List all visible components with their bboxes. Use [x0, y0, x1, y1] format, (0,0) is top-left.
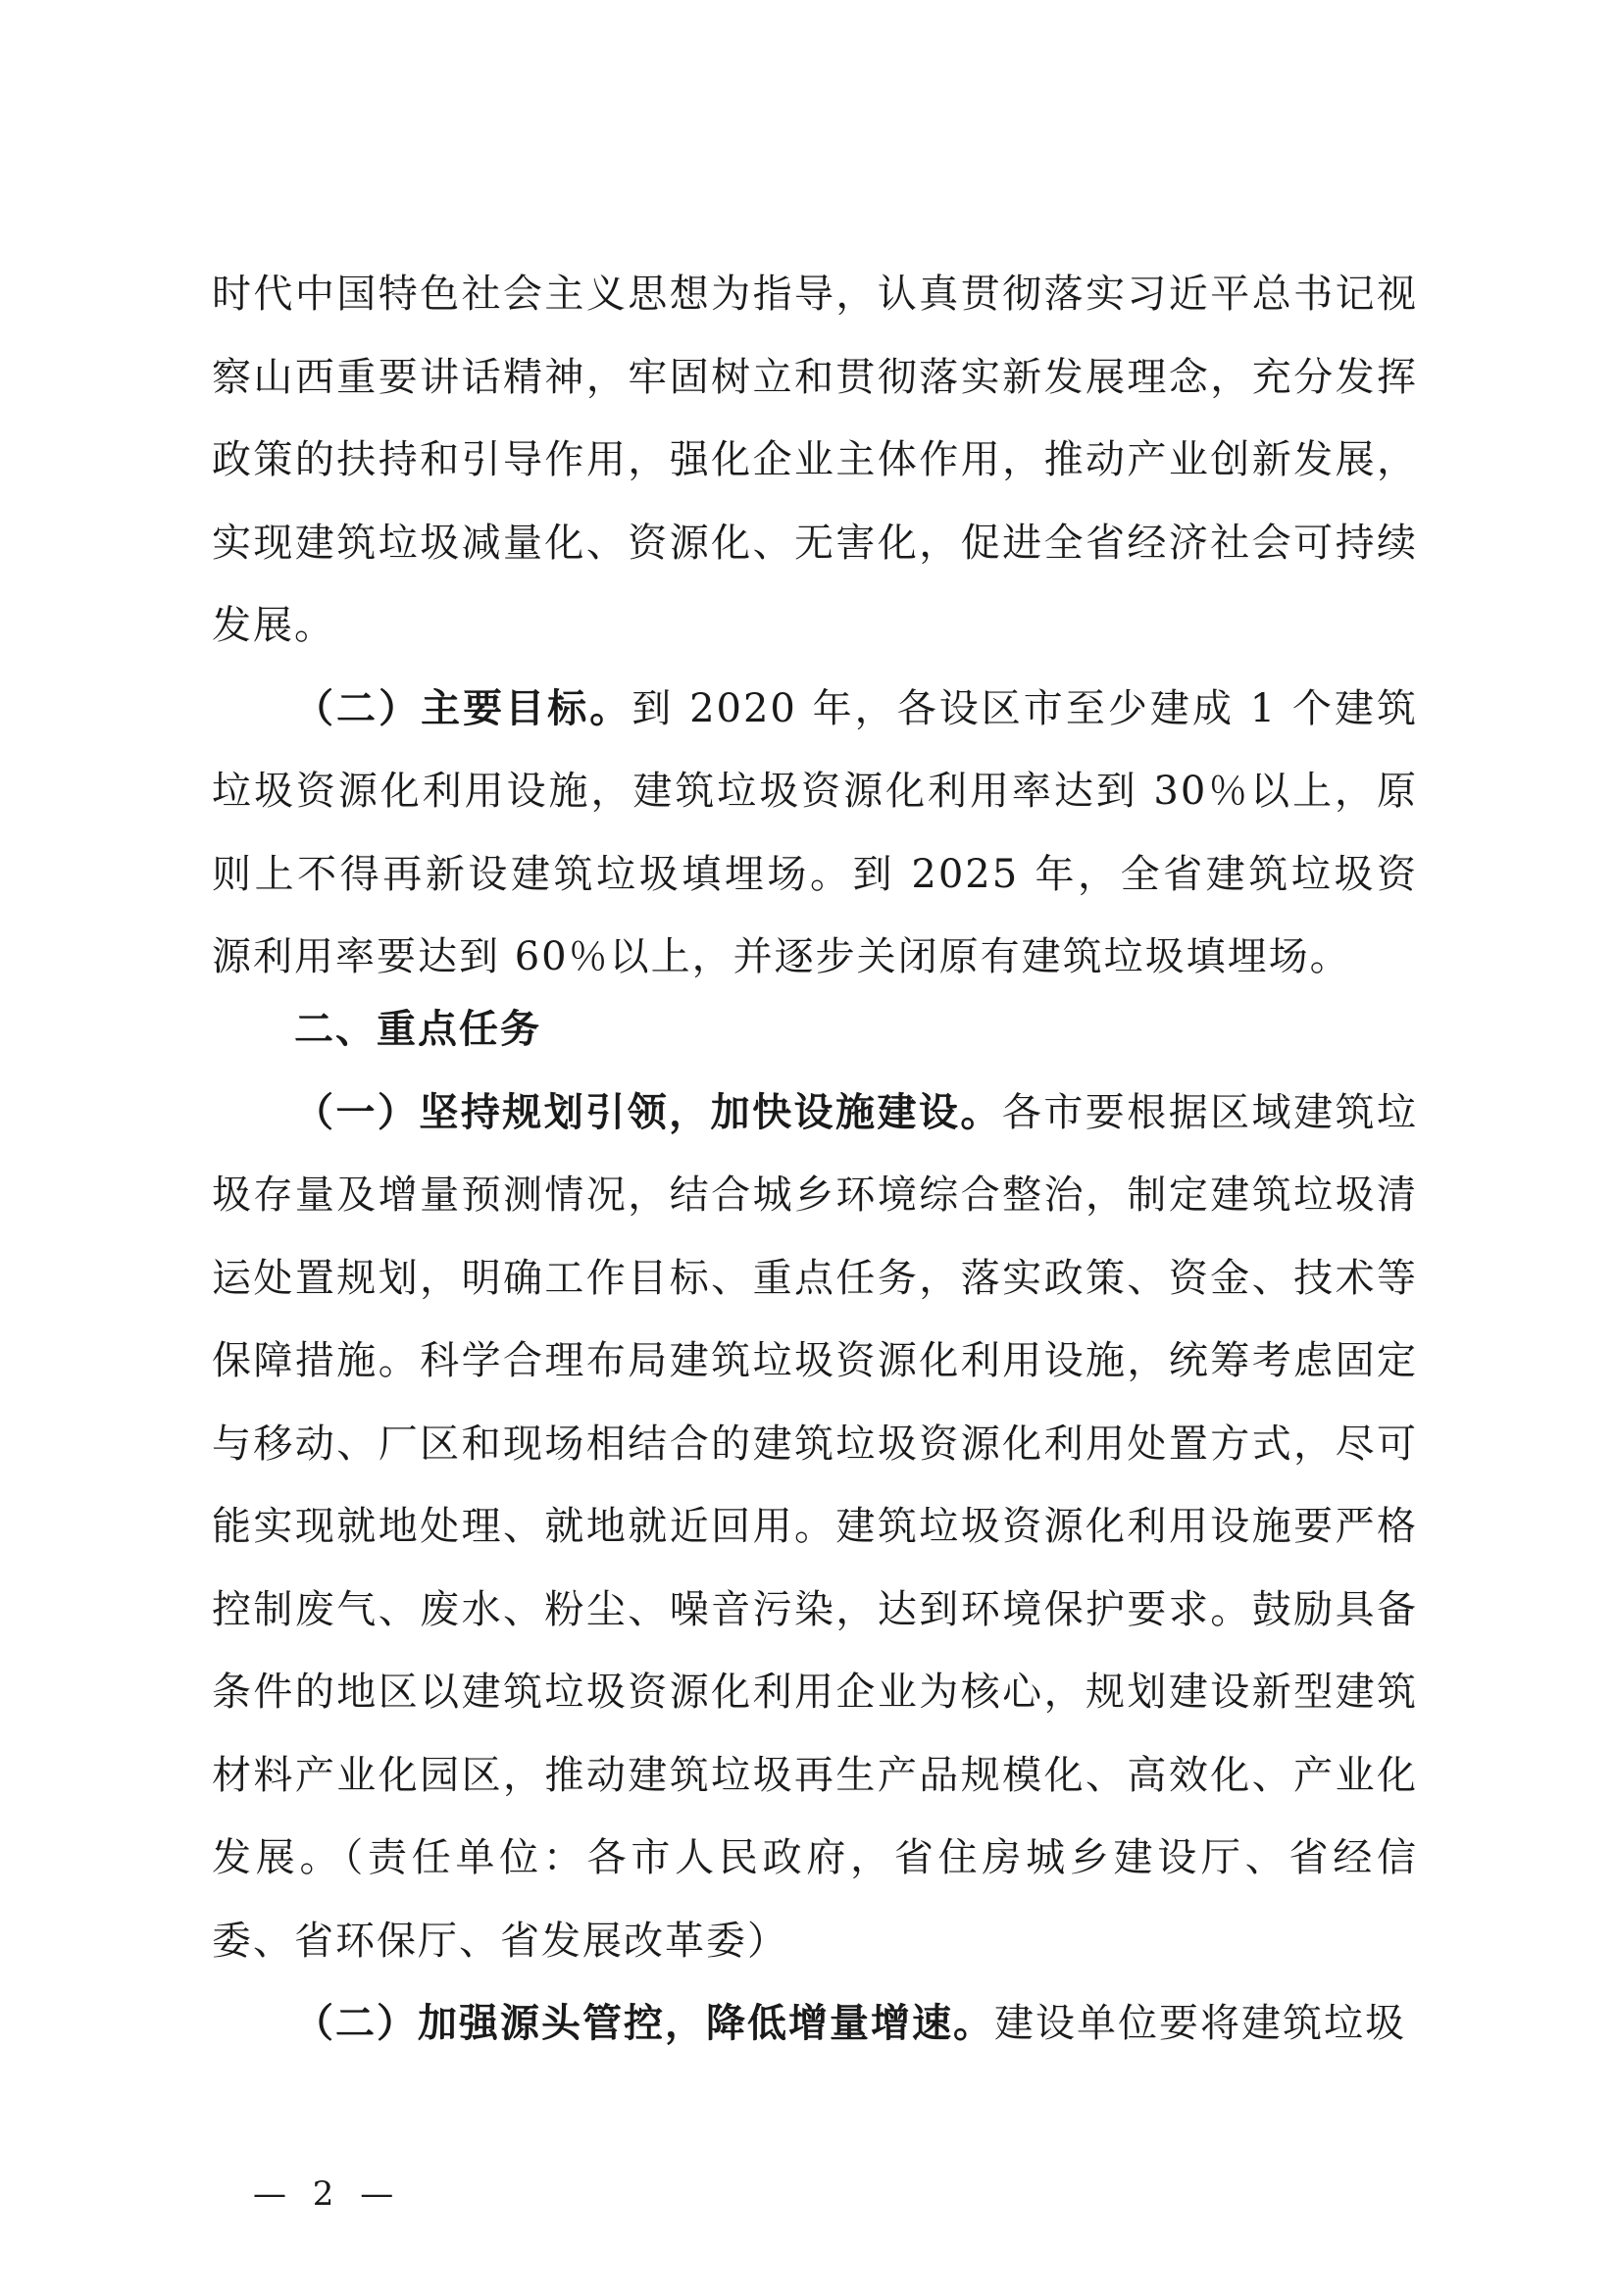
paragraph-lead: （二）主要目标。	[294, 684, 632, 731]
body-text-top	[212, 253, 1418, 999]
body-text-tasks	[212, 988, 1418, 2066]
paragraph-planning-facilities	[212, 1072, 1418, 1983]
paragraph-text: 建设单位要将建筑垃圾	[994, 2001, 1406, 2046]
paragraph-lead: （二）加强源头管控，降低增量增速。	[294, 2000, 994, 2046]
paragraph-text: 各市要根据区域建筑垃圾存量及增量预测情况，结合城乡环境综合整治，制定建筑垃圾清运处置规划，明确工作目标、重点任务，落实政策、资金、技术等保障措施。科学合理布局建筑垃圾资源化利用设施，统筹考虑固定与移动、厂区和现场相结合的建筑垃圾资源化利用处置方式，尽可能实现就地处理、就地就近回用。建筑垃圾资源化利用设施要严格控制废气、废水、粉尘、噪音污染，达到环境保护要求。鼓励具备条件的地区以建筑垃圾资源化利用企业为核心，规划建设新型建筑材料产业化园区，推动建筑垃圾再生产品规模化、高效化、产业化发展。（责任单位：各市人民政府，省住房城乡建设厅、省经信委、省环保厅、省发展改革委）	[212, 1089, 1419, 1964]
paragraph-text: 到 2020 年，各设区市至少建成 1 个建筑垃圾资源化利用设施，建筑垃圾资源化利用率达到 30％以上，原则上不得再新设建筑垃圾填埋场。到 2025 年，全省建筑垃圾资源利用率要达到 60％以上，并逐步关闭原有建筑垃圾填埋场。	[212, 685, 1419, 979]
paragraph-source-control	[212, 1982, 1418, 2066]
section-heading-key-tasks: 二、重点任务	[294, 1007, 541, 1052]
paragraph-text: 时代中国特色社会主义思想为指导，认真贯彻落实习近平总书记视察山西重要讲话精神，牢固树立和贯彻落实新发展理念，充分发挥政策的扶持和引导作用，强化企业主体作用，推动产业创新发展，实现建筑垃圾减量化、资源化、无害化，促进全省经济社会可持续发展。	[212, 272, 1418, 648]
paragraph-lead: （一）坚持规划引领，加快设施建设。	[294, 1088, 1002, 1135]
page-number: — 2 —	[253, 2174, 402, 2214]
paragraph-main-targets	[212, 668, 1418, 999]
paragraph-continued-guiding-thought	[212, 253, 1418, 668]
